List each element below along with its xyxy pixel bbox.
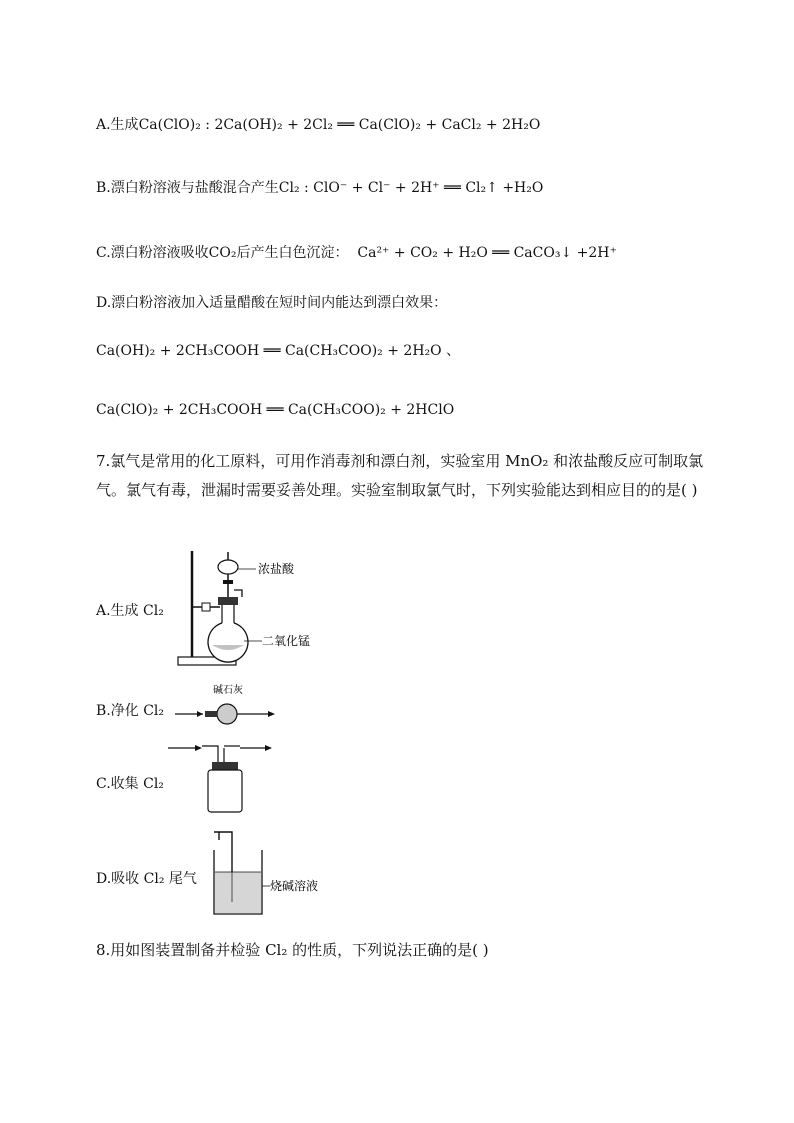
chlorine-generator-apparatus-figure bbox=[170, 545, 330, 670]
option-6a-equation: Ca(ClO)₂ : 2Ca(OH)₂ + 2Cl₂ ══ Ca(ClO)₂ + CaCl₂ + 2H₂O bbox=[138, 117, 541, 133]
label-caustic-soda-solution: 烧碱溶液 bbox=[270, 879, 319, 893]
option-6b bbox=[96, 177, 543, 197]
question-8-text: 8.用如图装置制备并检验 Cl₂ 的性质，下列说法正确的是( ) bbox=[96, 941, 489, 959]
gas-collection-bottle-figure bbox=[168, 738, 278, 818]
option-6c-prefix: C.漂白粉溶液吸收 bbox=[96, 245, 209, 261]
option-6b-prefix: B.漂白粉溶液与盐酸混合产生 bbox=[96, 180, 279, 196]
option-6d: D.漂白粉溶液加入适量醋酸在短时间内能达到漂白效果： bbox=[96, 295, 448, 311]
label-soda-lime: 碱石灰 bbox=[213, 685, 243, 696]
option-7d-label: D.吸收 Cl₂ 尾气 bbox=[96, 871, 197, 887]
option-7a-label: A.生成 Cl₂ bbox=[96, 603, 164, 619]
question-7-text: 7.氯气是常用的化工原料，可用作消毒剂和漂白剂，实验室用 MnO₂ 和浓盐酸反应可制取氯气。氯气有毒，泄漏时需要妥善处理。实验室制取氯气时，下列实验能达到相应目的的是( ) bbox=[96, 452, 704, 499]
option-6c bbox=[96, 242, 617, 262]
option-6c-mid: CO₂后产生白色沉淀： bbox=[208, 245, 349, 261]
label-concentrated-hcl: 浓盐酸 bbox=[258, 562, 295, 576]
tail-gas-absorption-beaker-figure bbox=[210, 830, 360, 920]
option-6c-equation: Ca²⁺ + CO₂ + H₂O ══ CaCO₃↓ +2H⁺ bbox=[357, 245, 617, 261]
option-7c-label: C.收集 Cl₂ bbox=[96, 776, 164, 792]
option-6d-equation-1: Ca(OH)₂ + 2CH₃COOH ══ Ca(CH₃COO)₂ + 2H₂O 、 bbox=[96, 343, 461, 359]
option-6d-equation-2: Ca(ClO)₂ + 2CH₃COOH ══ Ca(CH₃COO)₂ + 2HClO bbox=[96, 402, 455, 418]
label-mno2: 二氧化锰 bbox=[262, 634, 311, 648]
drying-tube-figure bbox=[175, 684, 285, 726]
option-6b-equation: Cl₂ : ClO⁻ + Cl⁻ + 2H⁺ ══ Cl₂↑ +H₂O bbox=[278, 180, 544, 196]
option-6a bbox=[96, 114, 540, 134]
option-7b-label: B.净化 Cl₂ bbox=[96, 703, 164, 719]
option-6a-prefix: A.生成 bbox=[96, 117, 139, 133]
